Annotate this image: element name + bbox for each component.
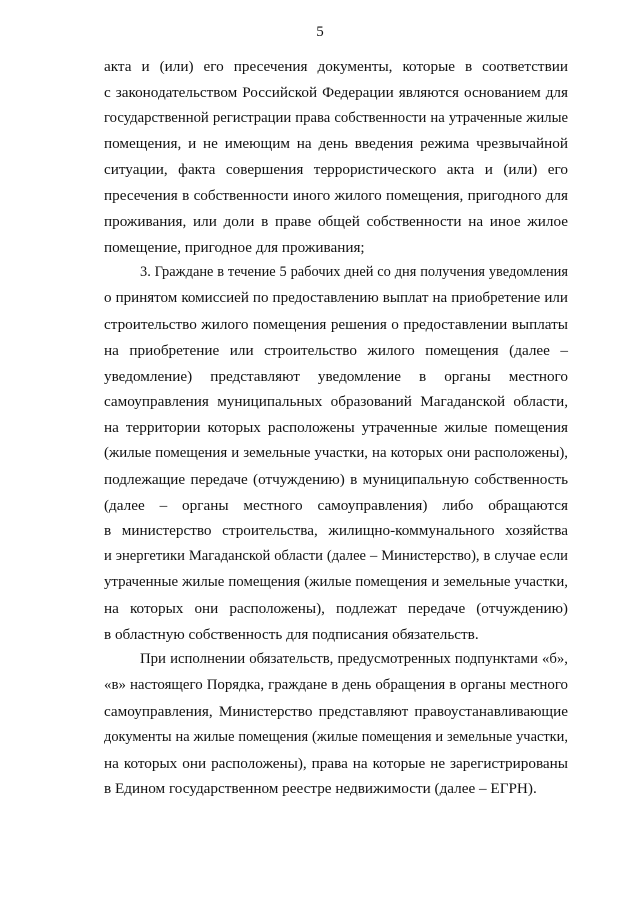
paragraph-continuation	[104, 54, 568, 260]
text-line: проживания, или доли в праве общей собственности на иное жилое	[104, 212, 568, 230]
text-line: уведомление) представляют уведомление в органы местного	[104, 367, 568, 385]
text-line: и энергетики Магаданской области (далее – Министерство), в случае если	[104, 548, 568, 565]
text-line: в Едином государственном реестре недвижимости (далее – ЕГРН).	[104, 780, 537, 798]
text-line: (далее – органы местного самоуправления) либо обращаются	[104, 496, 568, 514]
text-line: помещение, пригодное для проживания;	[104, 238, 365, 256]
text-line: на территории которых расположены утраченные жилые помещения	[104, 419, 568, 437]
text-line: ситуации, факта совершения террористического акта и (или) его	[104, 161, 568, 179]
text-line: «в» настоящего Порядка, граждане в день обращения в органы местного	[104, 677, 568, 694]
text-line: государственной регистрации права собственности на утраченные жилые	[104, 109, 568, 126]
body-text	[104, 54, 568, 802]
paragraph-obligations	[104, 647, 568, 802]
text-line: (жилые помещения и земельные участки, на которых они расположены),	[104, 444, 568, 461]
text-line: в министерство строительства, жилищно-коммунального хозяйства	[104, 522, 568, 540]
text-line: в областную собственность для подписания обязательств.	[104, 625, 479, 643]
text-line: самоуправления муниципальных образований Магаданской области,	[104, 393, 568, 411]
text-line: строительство жилого помещения решения о предоставлении выплаты	[104, 315, 568, 333]
text-line: с законодательством Российской Федерации являются основанием для	[104, 83, 568, 101]
text-line: о принятом комиссией по предоставлению выплат на приобретение или	[104, 290, 568, 307]
text-line: 3. Граждане в течение 5 рабочих дней со дня получения уведомления	[140, 264, 568, 281]
text-line: акта и (или) его пресечения документы, которые в соответствии	[104, 58, 568, 75]
text-line: на приобретение или строительство жилого помещения (далее –	[104, 341, 568, 359]
text-line: пресечения в собственности иного жилого помещения, пригодного для	[104, 186, 568, 204]
page-number: 5	[316, 24, 324, 40]
text-line: документы на жилые помещения (жилые помещения и земельные участки,	[104, 728, 568, 745]
paragraph-item-3	[104, 260, 568, 647]
text-line: на которых они расположены), права на которые не зарегистрированы	[104, 754, 568, 772]
text-line: подлежащие передаче (отчуждению) в муниципальную собственность	[104, 470, 568, 488]
text-line: помещения, и не имеющим на день введения режима чрезвычайной	[104, 135, 568, 153]
text-line: на которых они расположены), подлежат передаче (отчуждению)	[104, 599, 568, 617]
text-line: При исполнении обязательств, предусмотренных подпунктами «б»,	[140, 651, 568, 668]
text-line: самоуправления, Министерство представляют правоустанавливающие	[104, 702, 568, 720]
text-line: утраченные жилые помещения (жилые помещения и земельные участки,	[104, 573, 568, 590]
